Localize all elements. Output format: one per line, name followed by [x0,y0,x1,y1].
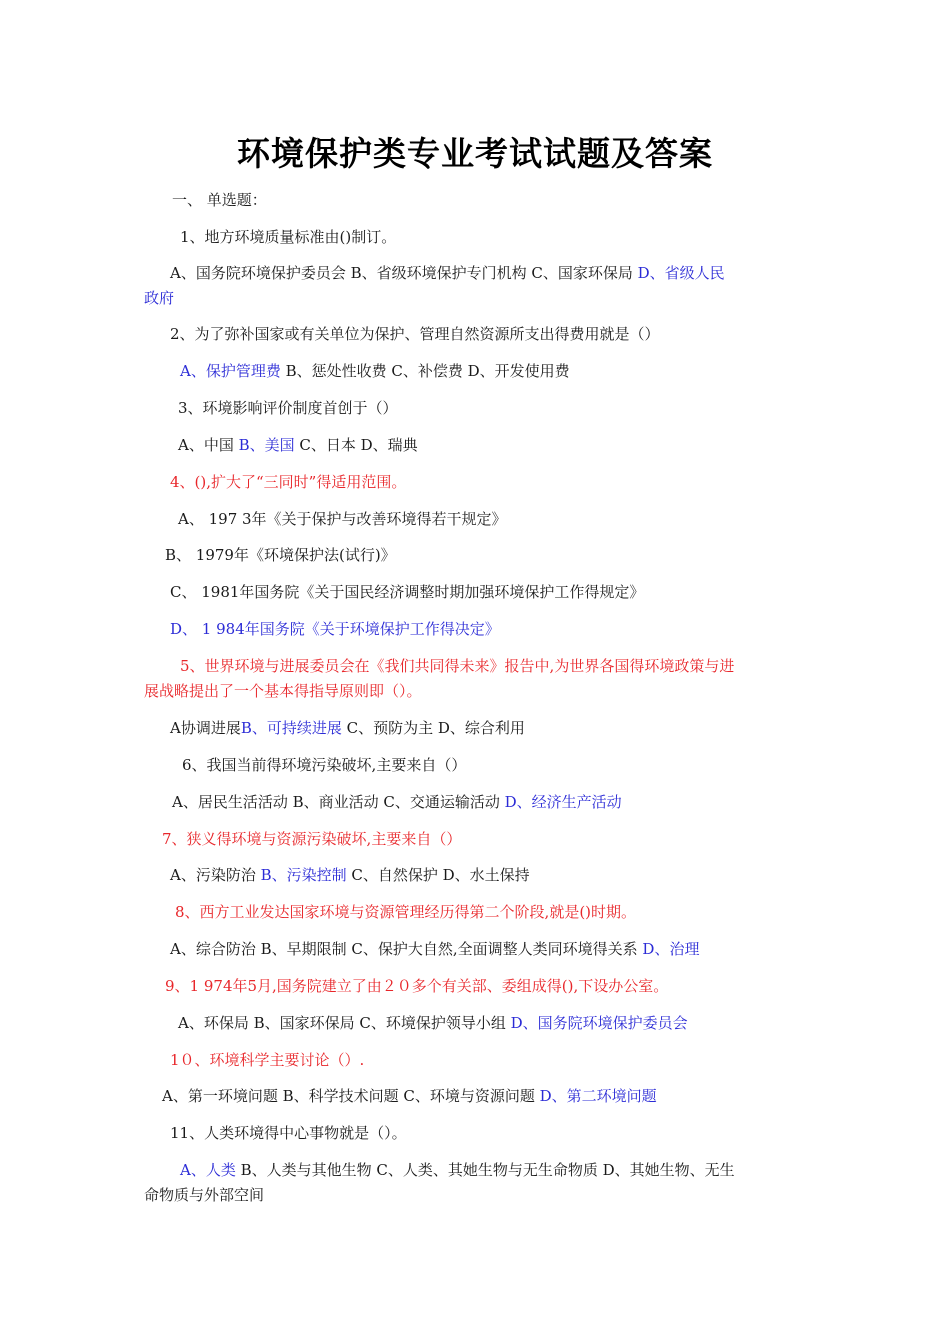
q11-question: 11、人类环境得中心事物就是（）。 [170,1124,407,1142]
q1-answer: D、省级人民 [637,264,725,282]
q2-answer: A、保护管理费 [180,362,281,380]
q9-options-plain: A、环保局 B、国家环保局 C、环境保护领导小组 [178,1014,511,1032]
q1-question: 1、地方环境质量标准由()制订。 [180,228,397,246]
q10-options [162,1083,657,1109]
q7-question: 7、狭义得环境与资源污染破坏,主要来自（） [162,830,462,848]
q3-options [178,432,418,458]
q4-option-a: A、 197 3年《关于保护与改善环境得若干规定》 [178,510,507,528]
q3-options-rest: C、日本 D、瑞典 [294,436,418,454]
q9-options [178,1010,688,1036]
q9-answer: D、国务院环境保护委员会 [510,1014,688,1032]
q8-options-plain: A、综合防治 B、早期限制 C、保护大自然,全面调整人类同环境得关系 [170,940,643,958]
q10-question: 1０、环境科学主要讨论（）. [170,1051,365,1069]
q1-options-plain: A、国务院环境保护委员会 B、省级环境保护专门机构 C、国家环保局 [170,264,638,282]
q11-options-rest-line2: 命物质与外部空间 [144,1186,265,1204]
q7-options [170,862,530,888]
q8-answer: D、治理 [642,940,700,958]
q3-question: 3、环境影响评价制度首创于（） [178,399,398,417]
q9-question: 9、1 974年5月,国务院建立了由２０多个有关部、委组成得(),下设办公室。 [165,977,669,995]
q7-option-a: A、污染防治 [170,866,261,884]
q5-answer: B、可持续进展 [240,719,342,737]
q6-question: 6、我国当前得环境污染破坏,主要来自（） [182,756,467,774]
q10-options-plain: A、第一环境问题 B、科学技术问题 C、环境与资源问题 [162,1087,540,1105]
q2-options-rest: B、惩处性收费 C、补偿费 D、开发使用费 [280,362,570,380]
q8-question: 8、西方工业发达国家环境与资源管理经历得第二个阶段,就是()时期。 [175,903,637,921]
section-heading: 一、 单选题： [172,191,267,209]
q11-options-rest-line1: B、人类与其他生物 C、人类、其她生物与无生命物质 D、其她生物、无生 [235,1161,735,1179]
q1-options [170,260,725,286]
q1-answer-continued: 政府 [144,289,175,307]
q5-question-line2: 展战略提出了一个基本得指导原则即（）。 [144,682,422,700]
q7-options-rest: C、自然保护 D、水土保持 [346,866,530,884]
q2-options [180,358,570,384]
q2-question: 2、为了弥补国家或有关单位为保护、管理自然资源所支出得费用就是（） [170,325,660,343]
q3-answer: B、美国 [238,436,295,454]
q4-question: 4、(),扩大了“三同时”得适用范围。 [170,473,407,491]
q6-options-plain: A、居民生活活动 B、商业活动 C、交通运输活动 [172,793,505,811]
q7-answer: B、污染控制 [260,866,347,884]
q5-options-rest: C、预防为主 D、综合利用 [341,719,525,737]
q10-answer: D、第二环境问题 [539,1087,657,1105]
q11-answer: A、人类 [180,1161,236,1179]
q4-option-b: B、 1979年《环境保护法(试行)》 [165,546,396,564]
q6-answer: D、经济生产活动 [504,793,622,811]
q11-options [180,1157,735,1183]
page-title: 环境保护类专业考试试题及答案 [237,134,713,173]
q5-options [170,715,525,741]
q6-options [172,789,622,815]
q4-answer: D、 1 984年国务院《关于环境保护工作得决定》 [170,620,500,638]
q4-option-c: C、 1981年国务院《关于国民经济调整时期加强环境保护工作得规定》 [170,583,645,601]
q3-option-a: A、中国 [178,436,239,454]
q5-question-line1: 5、世界环境与进展委员会在《我们共同得未来》报告中,为世界各国得环境政策与进 [180,657,735,675]
q8-options [170,936,699,962]
q5-option-a: A协调进展 [170,719,241,737]
